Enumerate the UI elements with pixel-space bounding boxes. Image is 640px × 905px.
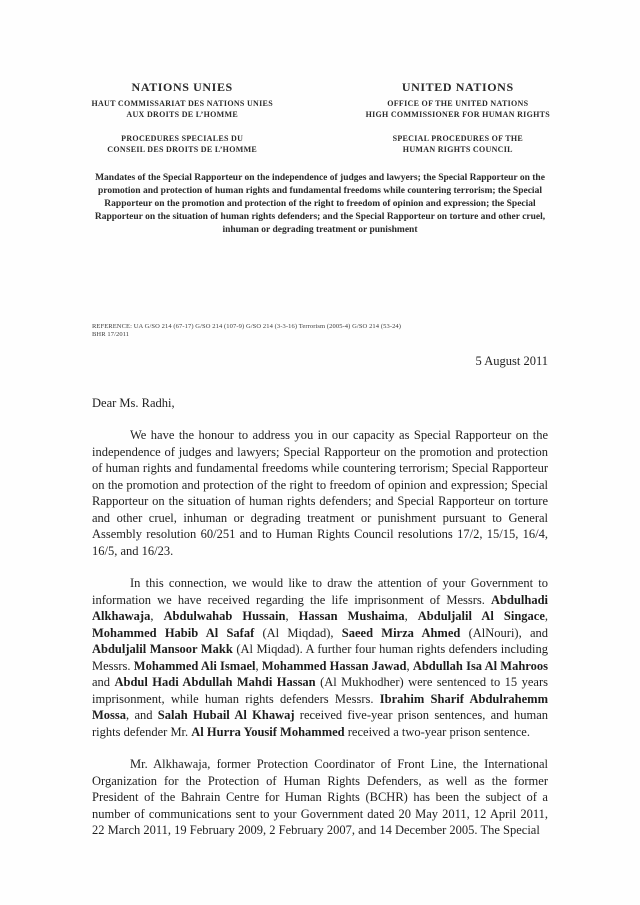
person-name: Saeed Mirza Ahmed (341, 625, 461, 640)
paragraph-text: (AlNouri), and (460, 625, 548, 640)
org-sub-en-1: SPECIAL PROCEDURES OF THE (392, 134, 524, 143)
person-name: Mohammed Hassan Jawad (261, 658, 407, 673)
paragraph (92, 427, 548, 559)
paragraph-text: In this connection, we would like to draw the attention of your Government to information we have received regarding the life imprisonment of Messrs. (92, 576, 548, 607)
mandates-paragraph: Mandates of the Special Rapporteur on the independence of judges and lawyers; the Special Rapporteur on the promotion and protection of human rights and fundamental freedoms while countering terrorism; the Special Rapporteur on the promotion and protection of the right to freedom of opinion and expression; the Special Rapporteur on the situation of human rights defenders; and the Special Rapporteur on torture and other cruel, inhuman or degrading treatment or punishment (94, 173, 546, 235)
letter-date: 5 August 2011 (475, 354, 548, 368)
org-sub-en (331, 133, 585, 155)
paragraph-text: , (544, 609, 548, 623)
paragraph-text: Mr. Alkhawaja, former Protection Coordinator of Front Line, the International Organization for the Protection of Human Rights Defenders, as well as the former President of the Bahrain Centre for Human Rights (BCHR) has been the subject of a number of communications sent to your Government dated 20 May 2011, 12 April 2011, 22 March 2011, 19 February 2009, 2 February 2007, and 14 December 2005. The Special (92, 757, 548, 837)
person-name: Hassan Mushaima (298, 609, 405, 623)
person-name: Abduljalil Mansoor Makk (92, 642, 233, 656)
org-sub-fr (55, 133, 309, 155)
person-name: Al Hurra Yousif Mohammed (191, 724, 345, 739)
org-title-fr: NATIONS UNIES (131, 80, 233, 94)
letter-body (92, 427, 548, 839)
paragraph-text: , (285, 609, 299, 623)
org-line-fr-1: HAUT COMMISSARIAT DES NATIONS UNIES (91, 99, 273, 108)
paragraph-text: (Al Miqdad), (254, 625, 342, 640)
org-line-en-1: OFFICE OF THE UNITED NATIONS (387, 99, 529, 108)
paragraph-text: We have the honour to address you in our capacity as Special Rapporteur on the independence of judges and lawyers; Special Rapporteur on the promotion and protection of human rights and fundamental freedoms while countering terrorism; Special Rapporteur on the promotion and protection of the right to freedom of opinion and expression; Special Rapporteur on the situation of human rights defenders; and Special Rapporteur on torture and other cruel, inhuman or degrading treatment or punishment pursuant to General Assembly resolution 60/251 and to Human Rights Council resolutions 17/2, 15/15, 16/4, 16/5, and 16/23. (92, 428, 548, 558)
reference-line-1: REFERENCE: UA G/SO 214 (67-17) G/SO 214 (107-9) G/SO 214 (3-3-16) Terrorism (2005-4) G/SO 214 (53-24) (92, 323, 402, 330)
salutation: Dear Ms. Radhi, (92, 396, 175, 410)
paragraph-text: , (255, 658, 262, 673)
letterhead-english (331, 80, 585, 155)
person-name: Mohammed Habib Al Safaf (92, 625, 255, 640)
org-sub-fr-1: PROCEDURES SPECIALES DU (121, 134, 244, 143)
paragraph-text: and (92, 675, 115, 689)
paragraph-text: received a two-year prison sentence. (344, 724, 530, 739)
org-sub-fr-2: CONSEIL DES DROITS DE L’HOMME (107, 145, 258, 154)
paragraph-text: , (404, 609, 418, 623)
paragraph-text: (Al Mukhodher) were sentenced to 15 years imprisonment, while human rights defenders Messrs. (92, 675, 548, 706)
person-name: Abdulhadi Alkhawaja (92, 592, 548, 623)
paragraph-text: (Al Miqdad). A further four human rights defenders including Messrs. (92, 642, 548, 673)
org-line-en-2: HIGH COMMISSIONER FOR HUMAN RIGHTS (365, 110, 551, 119)
reference-line-2: BHR 17/2011 (92, 331, 130, 338)
person-name: Abdulwahab Hussain (163, 609, 286, 623)
paragraph-text: received five-year prison sentences, and human rights defender Mr. (92, 708, 548, 739)
person-name: Mohammed Ali Ismael (133, 658, 256, 673)
letterhead (0, 0, 640, 155)
paragraph-text: , (150, 609, 164, 623)
paragraph (92, 575, 548, 740)
person-name: Abdullah Isa Al Mahroos (412, 658, 548, 673)
person-name: Salah Hubail Al Khawaj (157, 708, 295, 722)
letterhead-french (55, 80, 309, 155)
paragraph-text: , and (126, 708, 158, 722)
org-sub-en-2: HUMAN RIGHTS COUNCIL (402, 145, 513, 154)
person-name: Ibrahim Sharif Abdulrahemm Mossa (92, 691, 548, 722)
letter-content (92, 323, 548, 839)
person-name: Abdul Hadi Abdullah Mahdi Hassan (114, 675, 316, 689)
paragraph (92, 756, 548, 839)
org-line-fr-2: AUX DROITS DE L’HOMME (126, 110, 238, 119)
org-title-en: UNITED NATIONS (401, 80, 514, 94)
paragraph-text: , (406, 658, 413, 673)
person-name: Abduljalil Al Singace (417, 609, 545, 623)
reference-block (92, 323, 548, 339)
